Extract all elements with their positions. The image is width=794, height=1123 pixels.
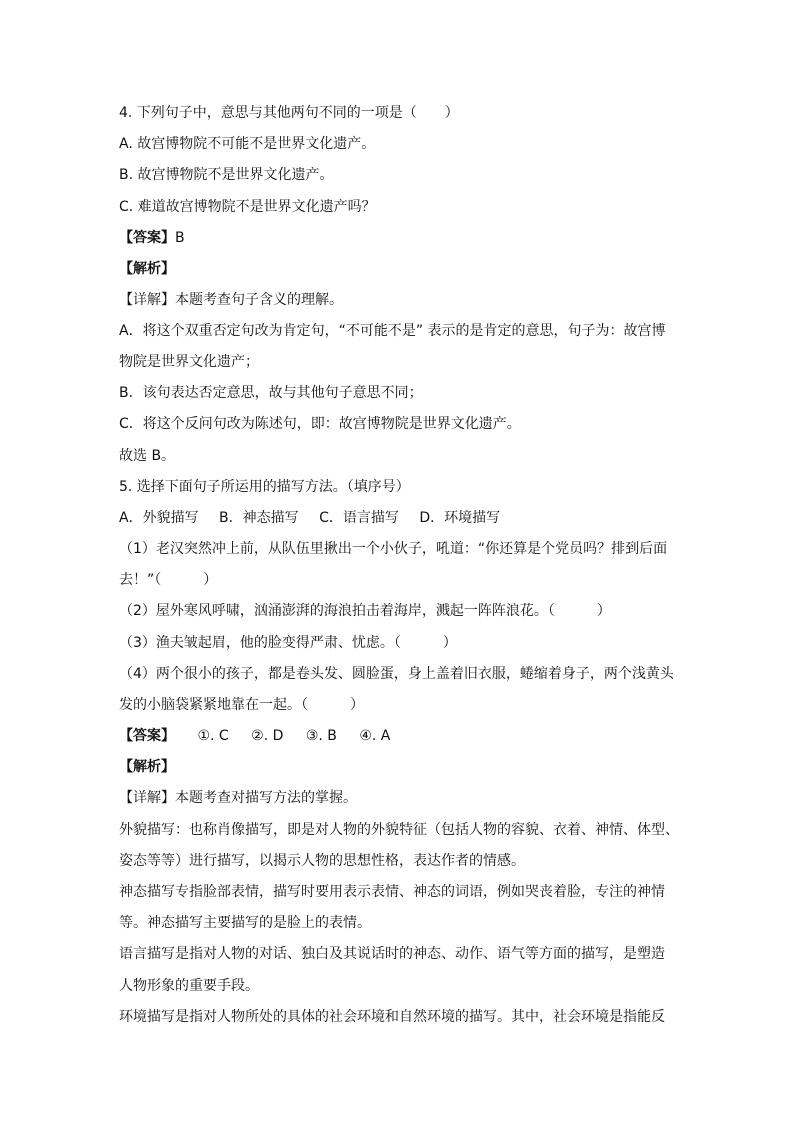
question-4-conclusion: 故选 B。: [119, 448, 176, 464]
question-5-option-c: C．语言描写: [319, 510, 399, 526]
question-5-option-d: D．环境描写: [419, 510, 501, 526]
appearance-description-line-2: 姿态等等）进行描写，以揭示人物的思想性格，表达作者的情感。: [119, 853, 525, 869]
language-description-line-1: 语言描写是指对人物的对话、独白及其说话时的神态、动作、语气等方面的描写，是塑造: [119, 946, 665, 962]
question-4-stem: 4. 下列句子中，意思与其他两句不同的一项是（ ）: [119, 105, 459, 121]
answer-item-4: ④. A: [359, 728, 391, 744]
answer-item-2: ②. D: [251, 728, 284, 744]
question-4-explain-b: B．该句表达否定意思，故与其他句子意思不同；: [119, 385, 423, 401]
question-5-sentence-4-line-1: （4）两个很小的孩子，都是卷头发、圆脸蛋，身上盖着旧衣服，蜷缩着身子，两个浅黄头: [119, 666, 674, 682]
question-5-sentence-1-line-1: （1）老汉突然冲上前，从队伍里揪出一个小伙子，吼道：“你还算是个党员吗？排到后面: [119, 541, 668, 557]
question-5-stem: 5. 选择下面句子所运用的描写方法。（填序号）: [119, 479, 410, 495]
question-5-option-b: B．神态描写: [219, 510, 299, 526]
expression-description-line-2: 等。神态描写主要描写的是脸上的表情。: [119, 915, 371, 931]
question-4-option-a: A. 故宫博物院不可能不是世界文化遗产。: [119, 136, 376, 152]
question-4-option-c: C. 难道故宫博物院不是世界文化遗产吗？: [119, 199, 376, 215]
expression-description-line-1: 神态描写专指脸部表情，描写时要用表示表情、神态的词语，例如哭丧着脸，专注的神情: [119, 884, 665, 900]
answer-value: B: [175, 230, 185, 246]
question-5-sentence-1-line-2: 去！”（ ）: [119, 572, 218, 588]
question-5-answer: [119, 726, 679, 746]
question-4-explain-c: C．将这个反问句改为陈述句，即：故宫博物院是世界文化遗产。: [119, 416, 521, 432]
question-4-explain-a-line-1: A．将这个双重否定句改为肯定句，“不可能不是” 表示的是肯定的意思，句子为：故宫博: [119, 323, 666, 339]
answer-label: 【答案】: [119, 230, 175, 246]
answer-item-3: ③. B: [305, 728, 337, 744]
question-4-answer: [119, 228, 679, 248]
question-5-option-a: A．外貌描写: [119, 510, 199, 526]
question-4-analysis-label: 【解析】: [119, 261, 175, 277]
answer-item-1: ①. C: [197, 728, 229, 744]
question-5-sentence-2: （2）屋外寒风呼啸，汹涌澎湃的海浪拍击着海岸，溅起一阵阵浪花。（ ）: [119, 603, 611, 619]
answer-label: 【答案】: [119, 728, 175, 744]
question-5-sentence-4-line-2: 发的小脑袋紧紧地靠在一起。（ ）: [119, 697, 364, 713]
environment-description-line-1: 环境描写是指对人物所处的具体的社会环境和自然环境的描写。其中，社会环境是指能反: [119, 1009, 665, 1025]
language-description-line-2: 人物形象的重要手段。: [119, 978, 259, 994]
question-5-analysis-label: 【解析】: [119, 759, 175, 775]
appearance-description-line-1: 外貌描写：也称肖像描写，即是对人物的外貌特征（包括人物的容貌、衣着、神情、体型、: [119, 822, 679, 838]
question-4-explain-a-line-2: 物院是世界文化遗产；: [119, 354, 259, 370]
question-5-sentence-3: （3）渔夫皱起眉，他的脸变得严肃、忧虑。（ ）: [119, 635, 457, 651]
question-5-detail: 【详解】本题考查对描写方法的掌握。: [119, 790, 357, 806]
question-4-option-b: B. 故宫博物院不是世界文化遗产。: [119, 167, 334, 183]
question-5-options: [119, 508, 679, 528]
question-4-detail: 【详解】本题考查句子含义的理解。: [119, 292, 343, 308]
